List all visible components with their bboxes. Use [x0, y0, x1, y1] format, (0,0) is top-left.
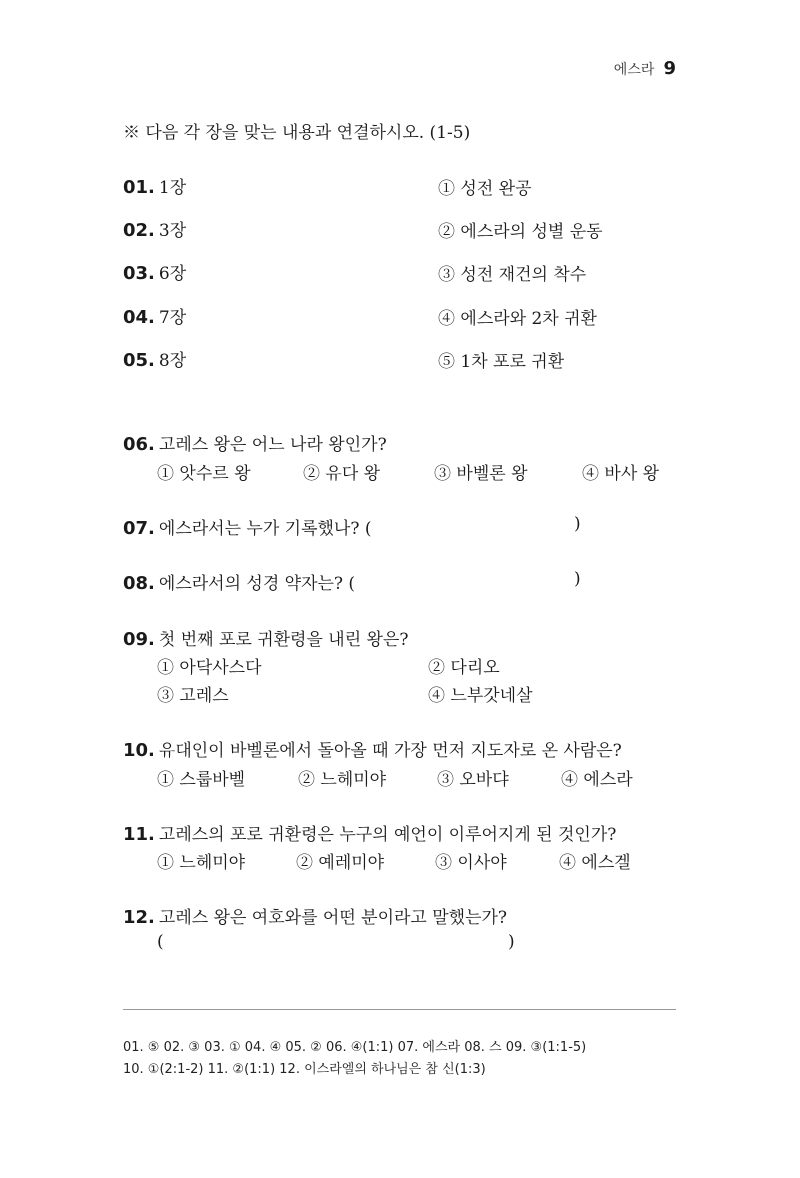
- matching-row: [123, 259, 186, 284]
- question-number: 03.: [123, 263, 155, 284]
- matching-row: [123, 216, 186, 241]
- option: ① 아닥사스다: [157, 658, 262, 678]
- option: ① 앗수르 왕: [157, 464, 251, 484]
- chapter-label: 6장: [158, 264, 187, 284]
- option: ③ 바벨론 왕: [434, 464, 528, 484]
- option: ③ 고레스: [157, 686, 229, 706]
- chapter-label: 8장: [158, 351, 187, 371]
- option: ① 스룹바벨: [157, 770, 246, 790]
- blank-close: ): [508, 932, 515, 952]
- option: ④ 느부갓네살: [428, 686, 533, 706]
- option: ④ 에스라: [561, 770, 633, 790]
- matching-option: ① 성전 완공: [438, 179, 532, 199]
- question-11: [123, 820, 616, 845]
- option: ② 예레미야: [296, 853, 385, 873]
- question-text: 고레스의 포로 귀환령은 누구의 예언이 이루어지게 된 것인가?: [158, 825, 617, 845]
- option: ③ 오바댜: [437, 770, 509, 790]
- question-10: [123, 736, 622, 761]
- matching-option: ② 에스라의 성별 운동: [438, 222, 603, 242]
- question-number: 08.: [123, 573, 155, 594]
- blank-open: (: [157, 932, 164, 952]
- answer-divider: [123, 1009, 676, 1010]
- page-header: [614, 58, 676, 79]
- instruction: ※ 다음 각 장을 맞는 내용과 연결하시오. (1-5): [123, 123, 471, 143]
- matching-row: [123, 173, 186, 198]
- matching-row: [123, 303, 186, 328]
- answer-key-line-1: 01. ⑤ 02. ③ 03. ① 04. ④ 05. ② 06. ④(1:1) 07. 에스라 08. 스 09. ③(1:1-5): [123, 1040, 587, 1055]
- book-title: 에스라: [613, 62, 655, 78]
- option: ④ 에스겔: [559, 853, 631, 873]
- question-text: 첫 번째 포로 귀환령을 내린 왕은?: [158, 630, 409, 650]
- chapter-label: 7장: [158, 308, 187, 328]
- option: ② 다리오: [428, 658, 500, 678]
- question-text: 유대인이 바벨론에서 돌아올 때 가장 먼저 지도자로 온 사람은?: [158, 741, 622, 761]
- option: ① 느헤미야: [157, 853, 246, 873]
- chapter-label: 3장: [158, 221, 187, 241]
- question-text: 에스라서는 누가 기록했나? (: [158, 519, 372, 539]
- blank-close: ): [574, 569, 581, 589]
- question-07: [123, 514, 372, 539]
- option: ② 느헤미야: [298, 770, 387, 790]
- question-text: 고레스 왕은 어느 나라 왕인가?: [158, 435, 387, 455]
- option: ③ 이사야: [435, 853, 507, 873]
- question-08: [123, 569, 355, 594]
- question-number: 05.: [123, 350, 155, 371]
- question-text: 고레스 왕은 여호와를 어떤 분이라고 말했는가?: [158, 908, 508, 928]
- matching-option: ③ 성전 재건의 착수: [438, 265, 587, 285]
- question-text: 에스라서의 성경 약자는? (: [158, 574, 356, 594]
- chapter-label: 1장: [158, 178, 187, 198]
- question-number: 12.: [123, 907, 155, 928]
- question-number: 09.: [123, 629, 155, 650]
- question-09: [123, 625, 409, 650]
- question-number: 10.: [123, 740, 155, 761]
- blank-close: ): [574, 514, 581, 534]
- question-number: 11.: [123, 824, 155, 845]
- page-number: 9: [663, 58, 676, 79]
- question-number: 07.: [123, 518, 155, 539]
- question-12: [123, 903, 507, 928]
- matching-row: [123, 346, 186, 371]
- answer-key-line-2: 10. ①(2:1-2) 11. ②(1:1) 12. 이스라엘의 하나님은 참 신(1:3): [123, 1062, 486, 1077]
- question-number: 06.: [123, 434, 155, 455]
- question-06: [123, 430, 387, 455]
- option: ④ 바사 왕: [582, 464, 660, 484]
- question-number: 02.: [123, 220, 155, 241]
- question-number: 01.: [123, 177, 155, 198]
- question-number: 04.: [123, 307, 155, 328]
- option: ② 유다 왕: [303, 464, 381, 484]
- matching-option: ④ 에스라와 2차 귀환: [438, 309, 597, 329]
- matching-option: ⑤ 1차 포로 귀환: [438, 352, 565, 372]
